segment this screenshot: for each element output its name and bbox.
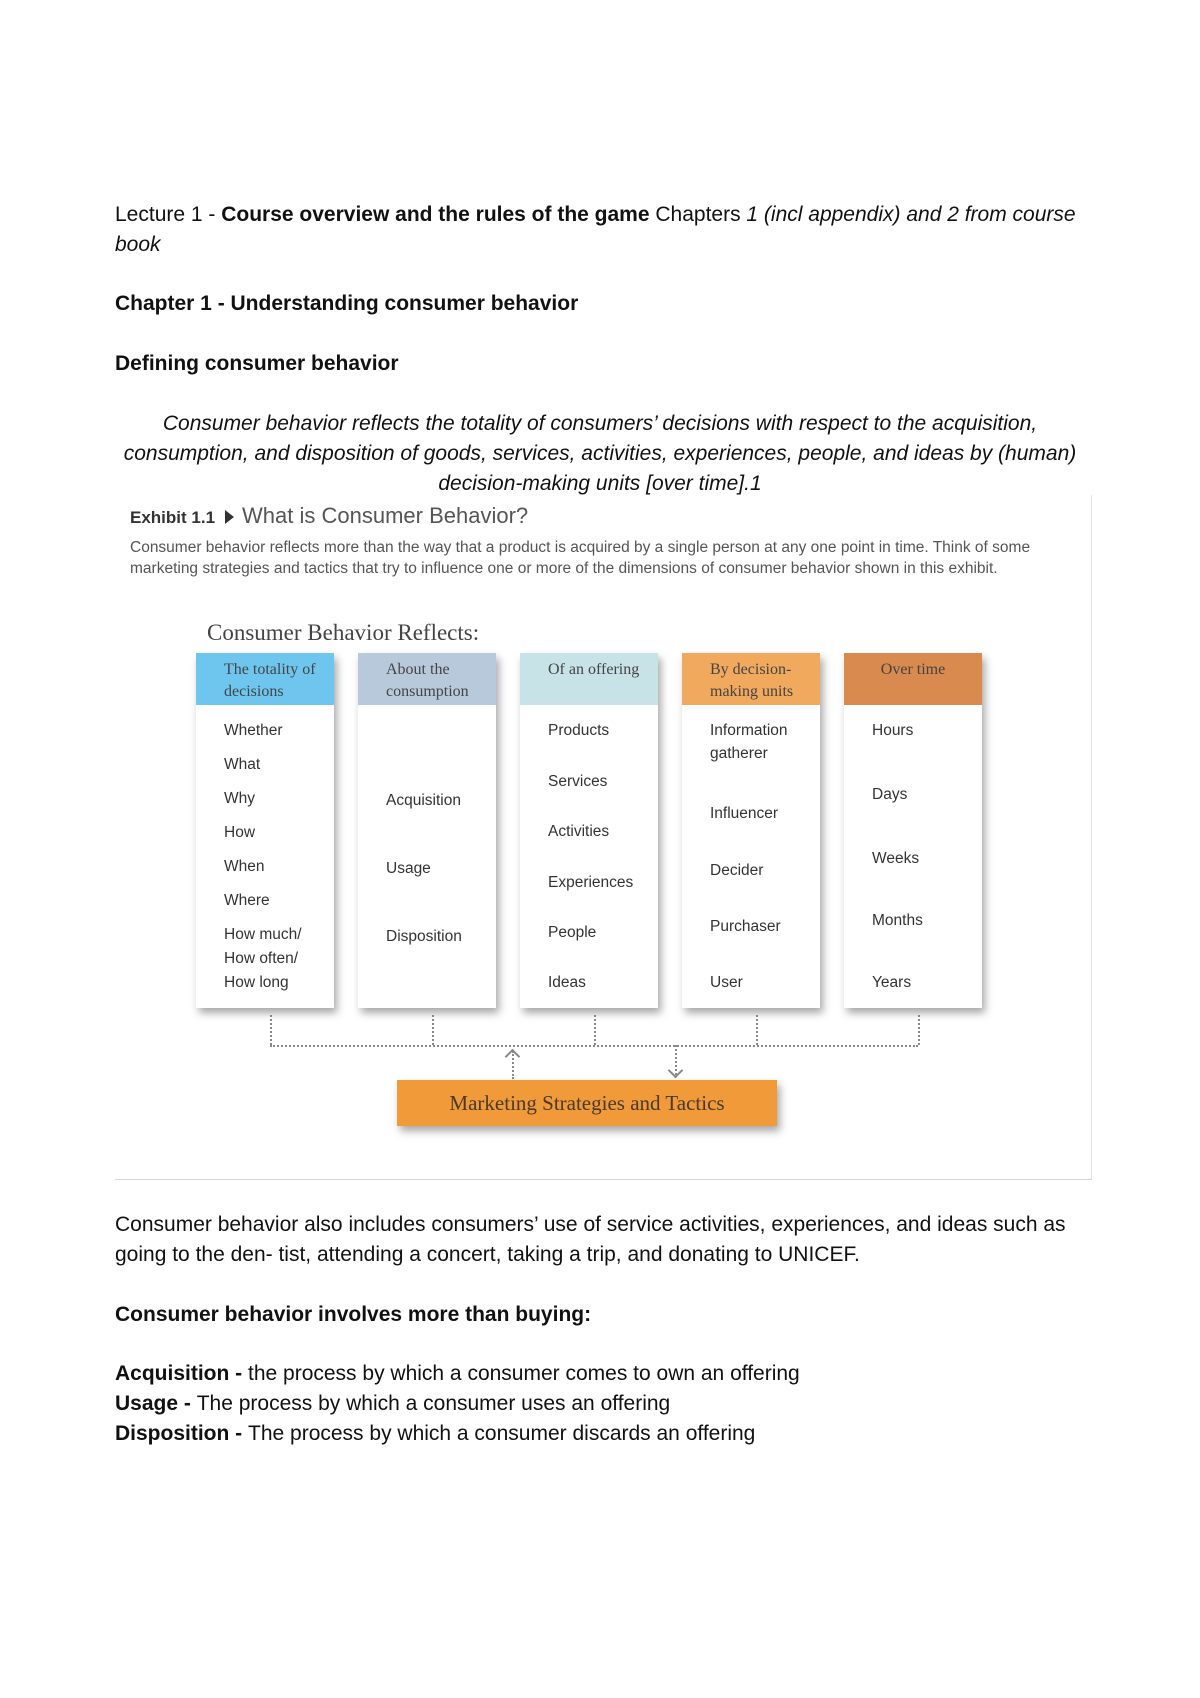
exhibit-caption: Consumer behavior reflects more than the way that a product is acquired by a single person at any one point in time. Think of some marketing strategies and tactics that try to influence one or more of the dimensions of consumer behavior shown in this exhibit. (130, 539, 1031, 577)
column-item: How long (224, 974, 289, 991)
chevron-down-icon (668, 1063, 684, 1079)
definitions-list (115, 1359, 1095, 1449)
column-item: What (224, 756, 261, 773)
lecture-mid: Chapters (649, 203, 747, 226)
connector-line (756, 1015, 758, 1045)
column-offering (520, 653, 658, 1008)
definition-term: Acquisition - (115, 1362, 248, 1385)
column-item: Years (872, 974, 912, 991)
triangle-right-icon (225, 510, 234, 524)
column-item: Usage (386, 860, 431, 877)
column-item: Decider (710, 862, 764, 879)
also-paragraph: Consumer behavior also includes consumers’ use of service activities, experiences, and ideas such as going to the den- tist, attending a concert, taking a trip, and donating to UNICEF. (115, 1213, 1066, 1266)
column-over-time (844, 653, 982, 1008)
section-heading: Defining consumer behavior (115, 352, 399, 375)
column-item: Services (548, 773, 608, 790)
lecture-chapters: 1 (incl appendix) and 2 from course book (115, 203, 1076, 256)
definition-usage (115, 1389, 1095, 1419)
column-item: When (224, 858, 265, 875)
column-item: Hours (872, 722, 914, 739)
involves-heading: Consumer behavior involves more than buying: (115, 1303, 592, 1326)
connector-line (270, 1015, 272, 1045)
lecture-course-title: Course overview and the rules of the game (221, 203, 650, 226)
chapter-heading: Chapter 1 - Understanding consumer behavior (115, 292, 579, 315)
column-totality-of-decisions (196, 653, 334, 1008)
marketing-strategies-box: Marketing Strategies and Tactics (397, 1080, 777, 1126)
column-item: Days (872, 786, 908, 803)
exhibit-title: What is Consumer Behavior? (242, 503, 529, 528)
definition-disposition (115, 1419, 1095, 1449)
chevron-up-icon (505, 1049, 521, 1065)
column-item: How often/ (224, 950, 299, 967)
column-header: The totality of decisions (196, 653, 334, 705)
definition-term: Usage - (115, 1392, 197, 1415)
column-item: Disposition (386, 928, 462, 945)
column-item: Months (872, 912, 923, 929)
connector-line (432, 1015, 434, 1045)
column-item: Influencer (710, 805, 779, 822)
column-header: About the consumption (358, 653, 496, 705)
column-item: Purchaser (710, 918, 781, 935)
reflects-heading: Consumer Behavior Reflects: (207, 620, 480, 645)
column-item: Experiences (548, 874, 634, 891)
column-item: Why (224, 790, 255, 807)
column-header: By decision-making units (682, 653, 820, 705)
connector-line (918, 1015, 920, 1045)
definition-text: The process by which a consumer uses an offering (196, 1392, 671, 1415)
column-item: Weeks (872, 850, 920, 867)
column-header: Of an offering (520, 653, 658, 705)
definition-quote: Consumer behavior reflects the totality of consumers’ decisions with respect to the acquisition, consumption, and disposition of goods, services, activities, experiences, people, and ideas by (human) decision-making units [over time].1 (123, 412, 1077, 495)
exhibit-heading (130, 503, 528, 529)
column-item: Activities (548, 823, 610, 840)
lecture-prefix: Lecture 1 - (115, 203, 222, 226)
connector-line (594, 1015, 596, 1045)
column-item: Information gatherer (710, 722, 788, 762)
exhibit-border-bottom (115, 1179, 1092, 1180)
column-header: Over time (844, 653, 982, 705)
column-item: Acquisition (386, 792, 461, 809)
exhibit-label: Exhibit 1.1 (130, 508, 216, 527)
definition-text: the process by which a consumer comes to own an offering (248, 1362, 800, 1385)
column-item: How much/ (224, 926, 302, 943)
column-item: Where (224, 892, 270, 909)
column-item: How (224, 824, 256, 841)
lecture-title (115, 200, 1095, 260)
definition-text: The process by which a consumer discards an offering (248, 1422, 756, 1445)
definition-term: Disposition - (115, 1422, 248, 1445)
column-item: User (710, 974, 743, 991)
column-item: Whether (224, 722, 283, 739)
exhibit-border-right (1091, 495, 1092, 1180)
exhibit-figure (115, 495, 1092, 1180)
column-decision-making-units (682, 653, 820, 1008)
column-item: People (548, 924, 597, 941)
column-item: Ideas (548, 974, 586, 991)
connector-line (270, 1045, 918, 1047)
column-consumption (358, 653, 496, 1008)
column-item: Products (548, 722, 610, 739)
definition-acquisition (115, 1359, 1095, 1389)
